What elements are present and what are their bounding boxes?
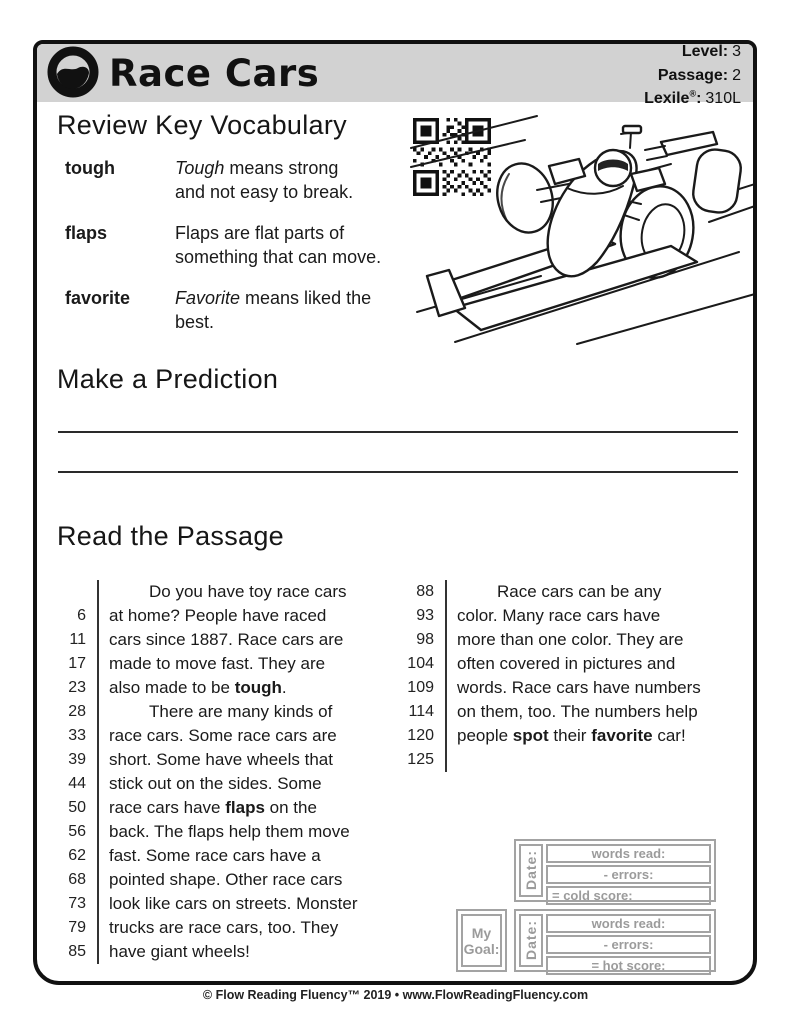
passage-line xyxy=(401,604,747,628)
vocab-definition: Tough means strong and not easy to break. xyxy=(175,158,354,202)
passage-column-right xyxy=(401,580,747,964)
vocab-definition: Flaps are flat parts of something that can move. xyxy=(175,223,382,267)
passage-meta xyxy=(644,40,741,108)
line-number: 39 xyxy=(68,751,86,768)
vocab-definition: Favorite means liked the best. xyxy=(175,288,372,332)
copyright-footer: © Flow Reading Fluency™ 2019 • www.FlowReadingFluency.com xyxy=(202,988,589,1002)
line-text: made to move fast. They are xyxy=(97,652,401,676)
passage-line xyxy=(401,748,747,772)
line-text: Race cars can be any xyxy=(445,580,747,604)
line-text: short. Some have wheels that xyxy=(97,748,401,772)
line-number: 33 xyxy=(68,727,86,744)
cold-date-cell xyxy=(519,844,543,897)
line-text: cars since 1887. Race cars are xyxy=(97,628,401,652)
cold-score-table xyxy=(514,839,716,902)
passage-line xyxy=(57,772,401,796)
passage-line xyxy=(401,700,747,724)
sheet-content xyxy=(37,102,753,981)
line-text: also made to be tough. xyxy=(97,676,401,700)
line-number: 114 xyxy=(408,703,434,720)
line-number: 68 xyxy=(68,871,86,888)
passage-line xyxy=(401,580,747,604)
passage-line xyxy=(57,844,401,868)
header-band xyxy=(37,43,753,107)
goal-label-line2: Goal: xyxy=(463,940,500,957)
hot-score-row: = hot score: xyxy=(546,956,711,975)
passage-line xyxy=(57,748,401,772)
passage-line xyxy=(57,700,401,724)
passage-line xyxy=(57,628,401,652)
line-text: look like cars on streets. Monster xyxy=(97,892,401,916)
passage-line xyxy=(57,796,401,820)
passage-line xyxy=(57,916,401,940)
passage-line xyxy=(57,940,401,964)
race-car-illustration xyxy=(409,104,757,348)
writing-line xyxy=(58,471,738,473)
vocab-term: tough xyxy=(65,158,115,178)
passage-line xyxy=(57,868,401,892)
hot-date-cell xyxy=(519,914,543,967)
line-number: 88 xyxy=(416,583,434,600)
line-text: often covered in pictures and xyxy=(445,652,747,676)
passage-line xyxy=(401,676,747,700)
vocab-entry xyxy=(65,221,415,269)
vocab-entry xyxy=(65,156,415,204)
line-text: pointed shape. Other race cars xyxy=(97,868,401,892)
passage-line xyxy=(401,652,747,676)
line-text: at home? People have raced xyxy=(97,604,401,628)
line-number: 11 xyxy=(69,631,86,648)
passage-line xyxy=(57,892,401,916)
errors-row: - errors: xyxy=(546,865,711,884)
page-title: Race Cars xyxy=(109,51,320,95)
line-text: color. Many race cars have xyxy=(445,604,747,628)
line-number: 56 xyxy=(68,823,86,840)
line-number xyxy=(57,580,97,604)
line-number: 79 xyxy=(68,919,86,936)
line-number: 62 xyxy=(68,847,86,864)
line-text: have giant wheels! xyxy=(97,940,401,964)
line-text: race cars have flaps on the xyxy=(97,796,401,820)
line-text: fast. Some race cars have a xyxy=(97,844,401,868)
passage-heading: Read the Passage xyxy=(57,521,284,551)
passage-column-left xyxy=(57,580,401,964)
line-number: 109 xyxy=(407,679,434,696)
line-number: 23 xyxy=(68,679,86,696)
line-number: 98 xyxy=(416,631,434,648)
line-number: 50 xyxy=(68,799,86,816)
line-number: 104 xyxy=(407,655,434,672)
cold-date-label: Date: xyxy=(523,850,539,891)
passage-line xyxy=(57,676,401,700)
line-number: 125 xyxy=(407,751,434,768)
words-read-row: words read: xyxy=(546,914,711,933)
vocab-term: flaps xyxy=(65,223,108,243)
vocab-term: favorite xyxy=(65,288,131,308)
passage-text xyxy=(57,580,747,964)
line-number: 17 xyxy=(68,655,86,672)
line-text: trucks are race cars, too. They xyxy=(97,916,401,940)
writing-line xyxy=(58,431,738,433)
worksheet-sheet xyxy=(33,40,757,985)
line-number: 73 xyxy=(68,895,86,912)
passage-line xyxy=(401,628,747,652)
line-text: stick out on the sides. Some xyxy=(97,772,401,796)
line-number: 6 xyxy=(77,607,86,624)
line-number: 120 xyxy=(407,727,434,744)
words-read-row: words read: xyxy=(546,844,711,863)
passage-line xyxy=(57,580,401,604)
vocabulary-list xyxy=(65,156,415,351)
line-text: words. Race cars have numbers xyxy=(445,676,747,700)
my-goal-box xyxy=(456,909,507,972)
line-number: 28 xyxy=(68,703,86,720)
line-text: race cars. Some race cars are xyxy=(97,724,401,748)
line-number: 44 xyxy=(68,775,86,792)
line-text: back. The flaps help them move xyxy=(97,820,401,844)
meta-lexile: Lexile®: 310L xyxy=(644,88,741,107)
line-text: There are many kinds of xyxy=(97,700,401,724)
prediction-heading: Make a Prediction xyxy=(57,364,279,394)
passage-line xyxy=(401,724,747,748)
line-text: people spot their favorite car! xyxy=(445,724,747,748)
vocabulary-heading: Review Key Vocabulary xyxy=(57,110,347,140)
vocab-entry xyxy=(65,286,415,334)
passage-line xyxy=(57,820,401,844)
cold-score-row: = cold score: xyxy=(546,886,711,905)
line-text xyxy=(445,748,747,772)
errors-row: - errors: xyxy=(546,935,711,954)
passage-line xyxy=(57,652,401,676)
line-number: 85 xyxy=(68,943,86,960)
meta-passage: Passage: 2 xyxy=(657,66,741,84)
goal-label-line1: My xyxy=(471,924,492,941)
line-text: on them, too. The numbers help xyxy=(445,700,747,724)
hot-score-table xyxy=(514,909,716,972)
flow-logo-icon xyxy=(47,46,99,103)
line-number: 93 xyxy=(416,607,434,624)
line-text: Do you have toy race cars xyxy=(97,580,401,604)
passage-line xyxy=(57,604,401,628)
passage-line xyxy=(57,724,401,748)
line-text: more than one color. They are xyxy=(445,628,747,652)
hot-date-label: Date: xyxy=(523,920,539,961)
meta-level: Level: 3 xyxy=(681,43,741,61)
